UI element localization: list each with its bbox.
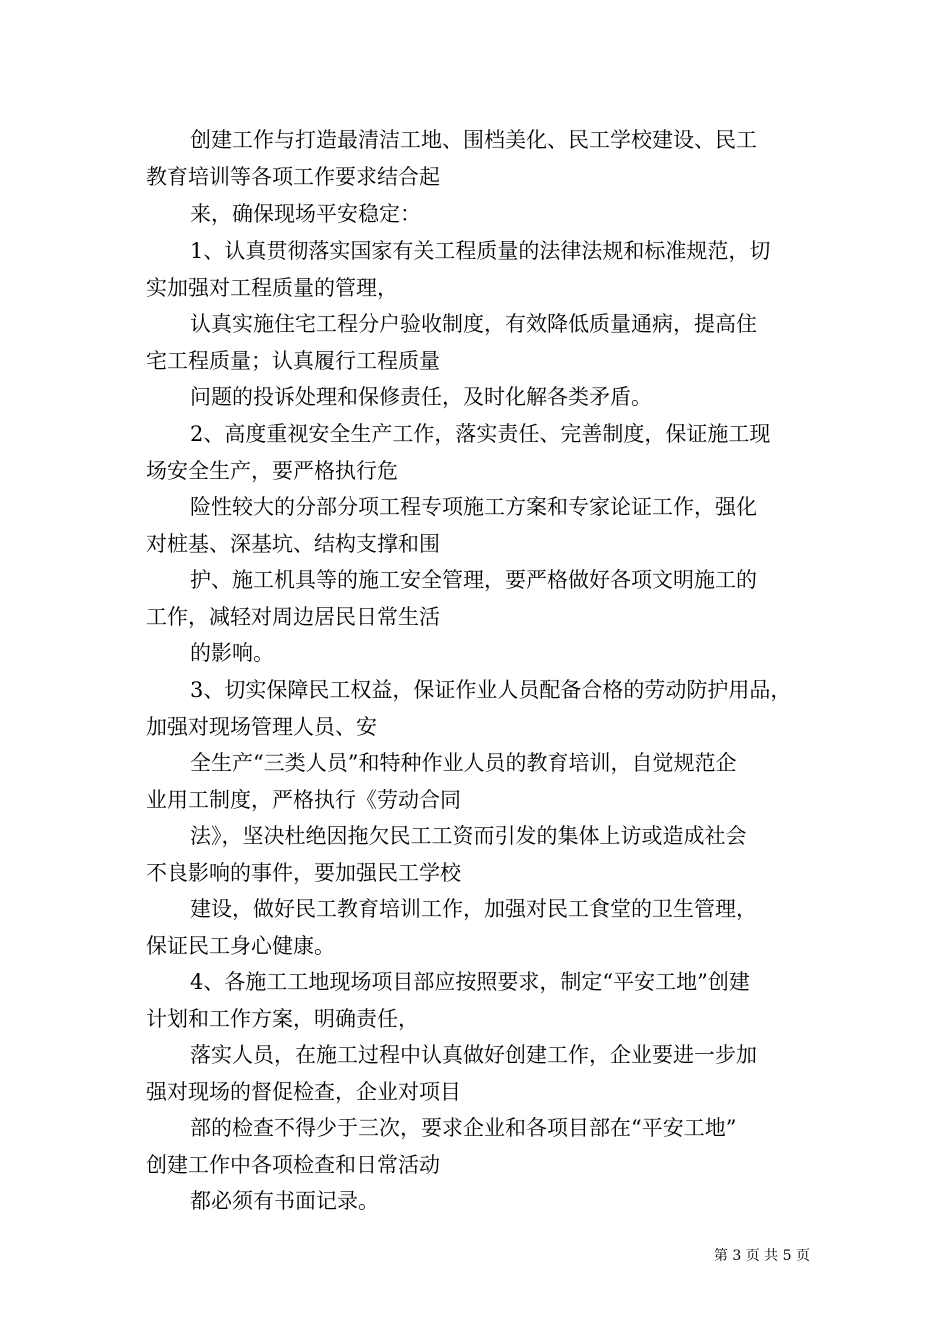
paragraph-line: 来，确保现场平安稳定： xyxy=(190,202,421,226)
paragraph-line: 工作，减轻对周边居民日常生活 xyxy=(146,605,440,629)
paragraph-line: 3、切实保障民工权益，保证作业人员配备合格的劳动防护用品， xyxy=(190,678,792,702)
paragraph-line: 2、高度重视安全生产工作，落实责任、完善制度，保证施工现 xyxy=(190,422,771,446)
paragraph-line: 不良影响的事件，要加强民工学校 xyxy=(146,861,461,885)
paragraph-line: 全生产“三类人员”和特种作业人员的教育培训，自觉规范企 xyxy=(190,751,737,775)
paragraph-item-2-detail xyxy=(146,489,810,563)
paragraph-item-2-detail-2 xyxy=(146,562,810,636)
paragraph-line: 法》，坚决杜绝因拖欠民工工资而引发的集体上访或造成社会 xyxy=(190,824,747,848)
paragraph-line: 宅工程质量；认真履行工程质量 xyxy=(146,349,440,373)
paragraph-item-4-detail xyxy=(146,1037,810,1111)
paragraph-line: 建设，做好民工教育培训工作，加强对民工食堂的卫生管理， xyxy=(190,897,757,921)
paragraph-line: 的影响。 xyxy=(190,641,274,665)
paragraph-line: 4、各施工工地现场项目部应按照要求，制定“平安工地”创建 xyxy=(190,970,750,994)
paragraph-line: 认真实施住宅工程分户验收制度，有效降低质量通病，提高住 xyxy=(190,312,757,336)
paragraph-item-4-detail-2 xyxy=(146,1110,810,1184)
paragraph-line: 创建工作中各项检查和日常活动 xyxy=(146,1153,440,1177)
paragraph-line: 加强对现场管理人员、安 xyxy=(146,715,377,739)
paragraph-line: 1、认真贯彻落实国家有关工程质量的法律法规和标准规范，切 xyxy=(190,239,771,263)
paragraph-item-3 xyxy=(146,672,810,746)
paragraph-item-1-end xyxy=(146,379,810,416)
paragraph-line: 问题的投诉处理和保修责任，及时化解各类矛盾。 xyxy=(190,385,652,409)
paragraph-item-2 xyxy=(146,416,810,490)
paragraph-line: 都必须有书面记录。 xyxy=(190,1189,379,1213)
paragraph-intro xyxy=(146,122,810,196)
paragraph-item-3-detail xyxy=(146,745,810,819)
paragraph-line: 计划和工作方案，明确责任， xyxy=(146,1007,419,1031)
paragraph-line: 强对现场的督促检查，企业对项目 xyxy=(146,1080,461,1104)
paragraph-line: 保证民工身心健康。 xyxy=(146,934,335,958)
page-number-footer: 第 3 页 共 5 页 xyxy=(713,1248,810,1264)
paragraph-intro-continued xyxy=(146,196,810,233)
paragraph-item-1-detail xyxy=(146,306,810,380)
paragraph-line: 创建工作与打造最清洁工地、围档美化、民工学校建设、民工 xyxy=(190,128,757,152)
paragraph-item-3-end xyxy=(146,891,810,965)
paragraph-item-4 xyxy=(146,964,810,1038)
paragraph-line: 教育培训等各项工作要求结合起 xyxy=(146,165,440,189)
paragraph-line: 场安全生产，要严格执行危 xyxy=(146,459,398,483)
paragraph-line: 落实人员，在施工过程中认真做好创建工作，企业要进一步加 xyxy=(190,1043,757,1067)
paragraph-line: 对桩基、深基坑、结构支撑和围 xyxy=(146,532,440,556)
paragraph-item-4-end xyxy=(146,1183,810,1220)
paragraph-item-3-detail-2 xyxy=(146,818,810,892)
paragraph-line: 实加强对工程质量的管理， xyxy=(146,276,398,300)
paragraph-line: 部的检查不得少于三次，要求企业和各项目部在“平安工地” xyxy=(190,1116,737,1140)
paragraph-line: 险性较大的分部分项工程专项施工方案和专家论证工作，强化 xyxy=(190,495,757,519)
paragraph-item-1 xyxy=(146,233,810,307)
paragraph-line: 业用工制度，严格执行《劳动合同 xyxy=(146,788,461,812)
paragraph-line: 护、施工机具等的施工安全管理，要严格做好各项文明施工的 xyxy=(190,568,757,592)
paragraph-item-2-end xyxy=(146,635,810,672)
